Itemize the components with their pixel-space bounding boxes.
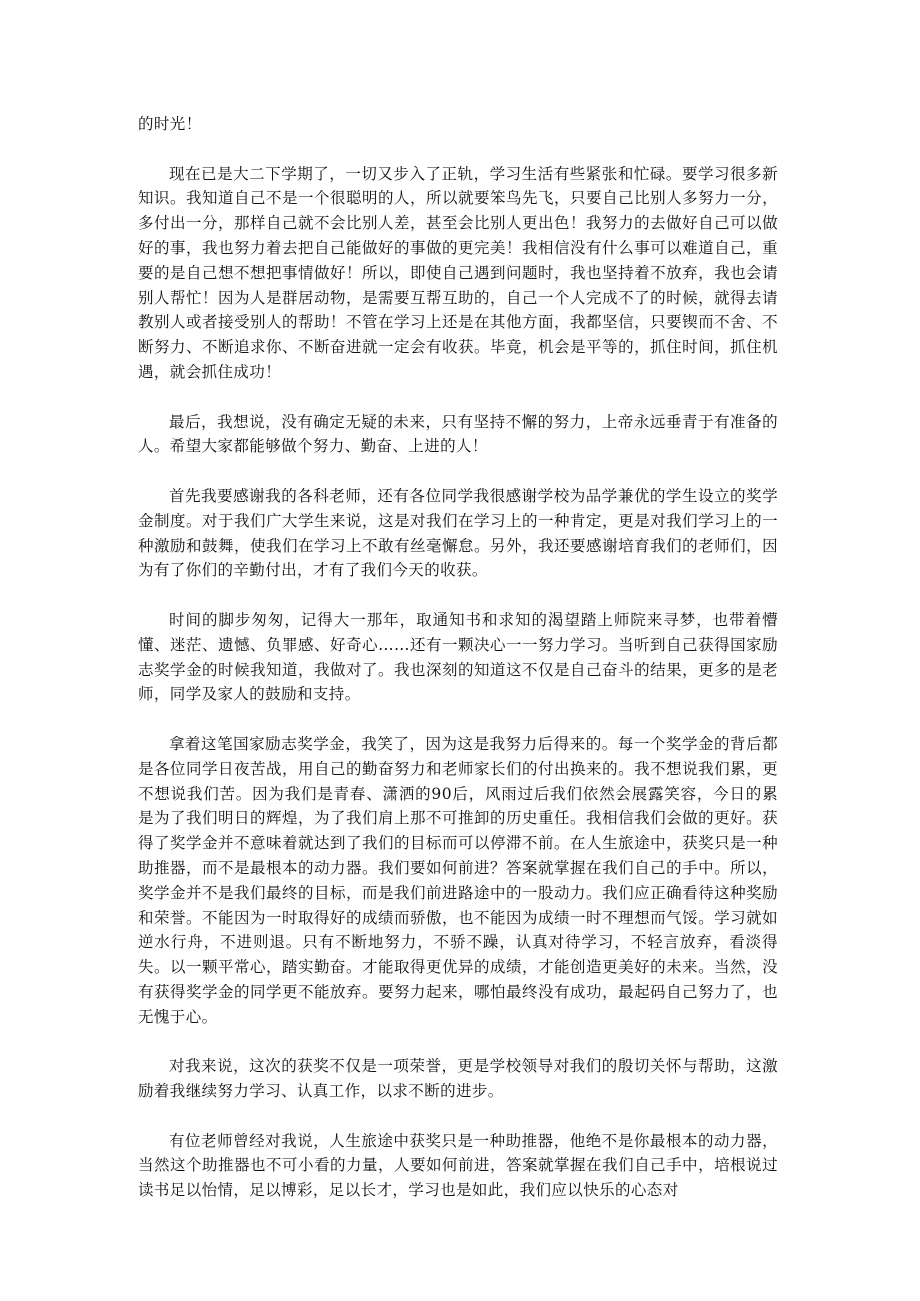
paragraph-thanks-teachers: 首先我要感谢我的各科老师，还有各位同学我很感谢学校为品学兼优的学生设立的奖学金制度。对于我们广大学生来说，这是对我们在学习上的一种肯定，更是对我们学习上的一种激励和鼓舞，使我们在学习上不敢有丝毫懈怠。另外，我还要感谢培育我们的老师们，因为有了你们的辛勤付出，才有了我们今天的收获。	[138, 486, 778, 580]
paragraph-continuation: 的时光！	[138, 115, 202, 133]
paragraph-sophomore-study: 现在已是大二下学期了，一切又步入了正轨，学习生活有些紧张和忙碌。要学习很多新知识。我知道自己不是一个很聪明的人，所以就要笨鸟先飞，只要自己比别人多努力一分，多付出一分，那样自己就不会比别人差，甚至会比别人更出色！我努力的去做好自己可以做好的事，我也努力着去把自己能做好的事做的更完美！我相信没有什么事可以难道自己，重要的是自己想不想把事情做好！所以，即使自己遇到问题时，我也坚持着不放弃，我也会请别人帮忙！因为人是群居动物，是需要互帮互助的，自己一个人完成不了的时候，就得去请教别人或者接受别人的帮助！不管在学习上还是在其他方面，我都坚信，只要锲而不舍、不断努力、不断追求你、不断奋进就一定会有收获。毕竟，机会是平等的，抓住时间，抓住机遇，就会抓住成功！	[138, 164, 778, 381]
paragraph-freshman-memory: 时间的脚步匆匆，记得大一那年，取通知书和求知的渴望踏上师院来寻梦，也带着懵懂、迷茫、遗憾、负罪感、好奇心……还有一颗决心一一努力学习。当听到自己获得国家励志奖学金的时候我知道，我做对了。我也深刻的知道这不仅是自己奋斗的结果，更多的是老师，同学及家人的鼓励和支持。	[138, 610, 778, 704]
paragraph-teacher-advice: 有位老师曾经对我说，人生旅途中获奖只是一种助推器，他绝不是你最根本的动力器，当然这个助推器也不可小看的力量，人要如何前进，答案就掌握在我们自己手中，培根说过读书足以怡情，足以博彩，足以长才，学习也是如此，我们应以快乐的心态对	[138, 1131, 778, 1200]
document-body	[138, 112, 778, 1228]
paragraph-award-honor: 对我来说，这次的获奖不仅是一项荣誉，更是学校领导对我们的殷切关怀与帮助，这激励着我继续努力学习、认真工作，以求不断的进步。	[138, 1057, 778, 1101]
paragraph-closing-wish: 最后，我想说，没有确定无疑的未来，只有坚持不懈的努力，上帝永远垂青于有准备的人。希望大家都能够做个努力、勤奋、上进的人！	[138, 412, 778, 456]
paragraph-scholarship-reflection: 拿着这笔国家励志奖学金，我笑了，因为这是我努力后得来的。每一个奖学金的背后都是各位同学日夜苦战，用自己的勤奋努力和老师家长们的付出换来的。我不想说我们累，更不想说我们苦。因为我们是青春、潇洒的90后，风雨过后我们依然会展露笑容，今日的累是为了我们明日的辉煌，为了我们肩上那不可推卸的历史重任。我相信我们会做的更好。获得了奖学金并不意味着就达到了我们的目标而可以停滞不前。在人生旅途中，获奖只是一种助推器，而不是最根本的动力器。我们要如何前进？答案就掌握在我们自己的手中。所以，奖学金并不是我们最终的目标，而是我们前进路途中的一股动力。我们应正确看待这种奖励和荣誉。不能因为一时取得好的成绩而骄傲，也不能因为成绩一时不理想而气馁。学习就如逆水行舟，不进则退。只有不断地努力，不骄不躁，认真对待学习，不轻言放弃，看淡得失。以一颗平常心，踏实勤奋。才能取得更优异的成绩，才能创造更美好的未来。当然，没有获得奖学金的同学更不能放弃。要努力起来，哪怕最终没有成功，最起码自己努力了，也无愧于心。	[138, 734, 778, 1026]
